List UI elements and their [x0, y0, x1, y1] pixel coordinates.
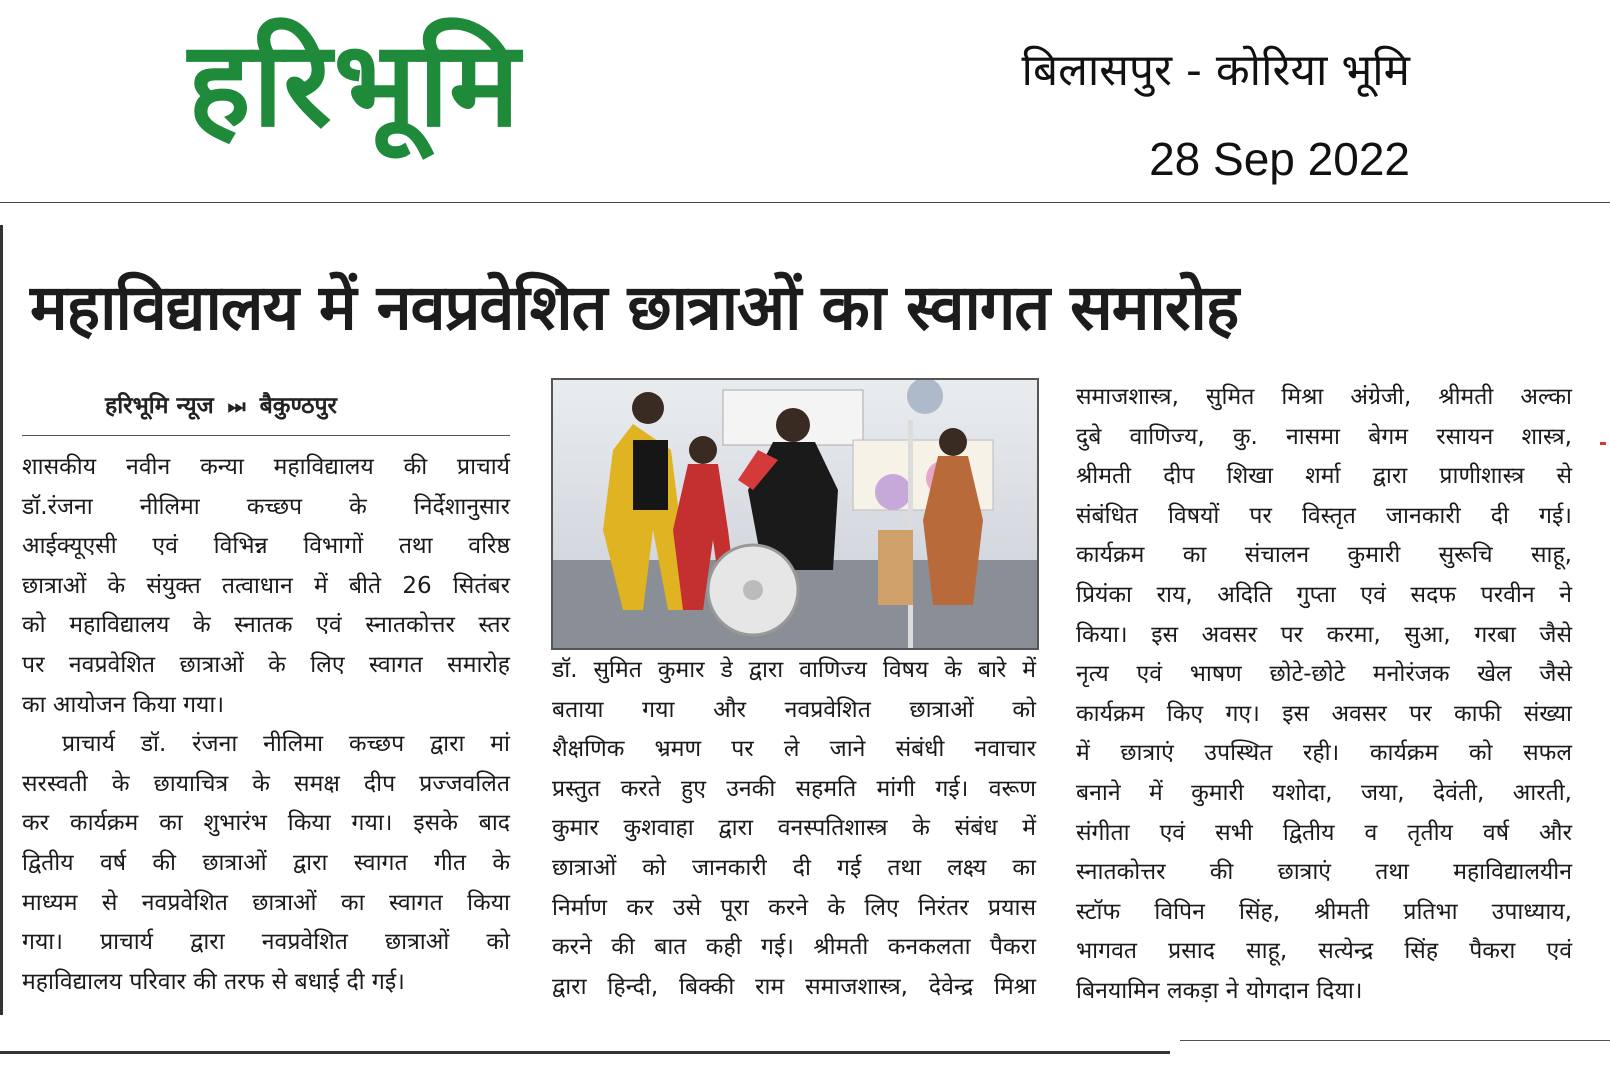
text-line: दुबे वाणिज्य, कु. नासमा बेगम रसायन शास्त्र, [1076, 423, 1572, 450]
text-line: भागवत प्रसाद साहू, सत्येन्द्र सिंह पैकरा एवं [1076, 938, 1572, 965]
text-line: नृत्य एवं भाषण छोटे-छोटे मनोरंजक खेल जैसे [1076, 661, 1572, 688]
text-line: प्राचार्य डॉ. रंजना नीलिमा कच्छप द्वारा मां [62, 731, 510, 758]
fast-forward-icon: ⏭ [227, 394, 246, 418]
text-line: में छात्राएं उपस्थित रही। कार्यक्रम को सफल [1076, 740, 1572, 767]
page-bottom-rule [0, 1051, 1170, 1054]
text-line: आईक्यूएसी एवं विभिन्न विभागों तथा वरिष्ठ [22, 533, 510, 560]
publication-date: 28 Sep 2022 [1149, 133, 1410, 185]
adjacent-box-rule [1180, 1040, 1610, 1041]
text-line: कुमार कुशवाहा द्वारा वनस्पतिशास्त्र के संबंध में [552, 815, 1036, 842]
article-column-3 [1076, 378, 1572, 1012]
text-line: संबंधित विषयों पर विस्तृत जानकारी दी गई। [1076, 502, 1572, 529]
article-headline: महाविद्यालय में नवप्रवेशित छात्राओं का स्वागत समारोह [30, 271, 1239, 344]
byline-place: बैकुण्ठपुर [259, 393, 337, 419]
text-line: द्वितीय वर्ष की छात्राओं द्वारा स्वागत गीत के [22, 849, 510, 876]
text-line: प्रियंका राय, अदिति गुप्ता एवं सदफ परवीन ने [1076, 581, 1572, 608]
edge-marker [1600, 442, 1606, 445]
newspaper-logo: हरिभूमि [188, 15, 522, 153]
text-line: प्रस्तुत करते हुए उनकी सहमति मांगी गई। वरूण [552, 775, 1036, 802]
text-line: शासकीय नवीन कन्या महाविद्यालय की प्राचार्य [22, 454, 510, 480]
text-line: स्टॉफ विपिन सिंह, श्रीमती प्रतिभा उपाध्याय, [1076, 898, 1572, 925]
text-line: बनाने में कुमारी यशोदा, जया, देवंती, आरती, [1076, 779, 1572, 806]
text-line: बताया गया और नवप्रवेशित छात्राओं को [552, 696, 1036, 723]
text-line: कर कार्यक्रम का शुभारंभ किया गया। इसके बाद [22, 810, 510, 837]
text-line: बिनयामिन लकड़ा ने योगदान दिया। [1076, 977, 1363, 1004]
article-column-2 [552, 651, 1036, 1007]
masthead [0, 0, 1610, 202]
dance-performance-image [553, 380, 1037, 648]
edition-name: बिलासपुर - कोरिया भूमि [1021, 45, 1410, 96]
text-line: संगीता एवं सभी द्वितीय व तृतीय वर्ष और [1076, 819, 1572, 846]
event-photo [551, 378, 1039, 650]
text-line: महाविद्यालय परिवार की तरफ से बधाई दी गई। [22, 968, 405, 995]
text-line: डॉ.रंजना नीलिमा कच्छप के निर्देशानुसार [22, 493, 510, 520]
text-line: पर नवप्रवेशित छात्राओं के लिए स्वागत समारोह [22, 651, 510, 678]
text-line: छात्राओं को जानकारी दी गई तथा लक्ष्य का [552, 854, 1036, 881]
text-line: डॉ. सुमित कुमार डे द्वारा वाणिज्य विषय के बारे में [552, 657, 1036, 683]
byline-divider [22, 435, 510, 436]
text-line: कार्यक्रम किए गए। इस अवसर पर काफी संख्या [1076, 700, 1572, 727]
text-line: स्नातकोत्तर की छात्राएं तथा महाविद्यालयीन [1076, 859, 1572, 886]
byline [105, 388, 337, 420]
masthead-divider [0, 202, 1610, 203]
text-line: किया। इस अवसर पर करमा, सुआ, गरबा जैसे [1076, 621, 1572, 648]
text-line: गया। प्राचार्य द्वारा नवप्रवेशित छात्राओं को [22, 929, 510, 956]
text-line: करने की बात कही गई। श्रीमती कनकलता पैकरा [552, 934, 1036, 961]
text-line: को महाविद्यालय के स्नातक एवं स्नातकोत्तर स्तर [22, 612, 510, 639]
text-line: माध्यम से नवप्रवेशित छात्राओं का स्वागत किया [22, 889, 510, 916]
text-line: शैक्षणिक भ्रमण पर ले जाने संबंधी नवाचार [552, 736, 1036, 763]
text-line: का आयोजन किया गया। [22, 691, 225, 718]
text-line: कार्यक्रम का संचालन कुमारी सुरूचि साहू, [1076, 542, 1572, 569]
text-line: समाजशास्त्र, सुमित मिश्रा अंग्रेजी, श्रीमती अल्का [1076, 384, 1572, 410]
article-column-1 [22, 448, 510, 1002]
text-line: द्वारा हिन्दी, बिक्की राम समाजशास्त्र, देवेन्द्र मिश्रा [552, 973, 1036, 1000]
text-line: सरस्वती के छायाचित्र के समक्ष दीप प्रज्जवलित [22, 770, 510, 797]
article-border [0, 225, 3, 1015]
byline-source: हरिभूमि न्यूज [105, 393, 214, 419]
text-line: निर्माण कर उसे पूरा करने के लिए निरंतर प्रयास [552, 894, 1036, 921]
text-line: छात्राओं के संयुक्त तत्वाधान में बीते 26 सितंबर [22, 572, 510, 599]
text-line: श्रीमती दीप शिखा शर्मा द्वारा प्राणीशास्त्र से [1076, 463, 1572, 490]
